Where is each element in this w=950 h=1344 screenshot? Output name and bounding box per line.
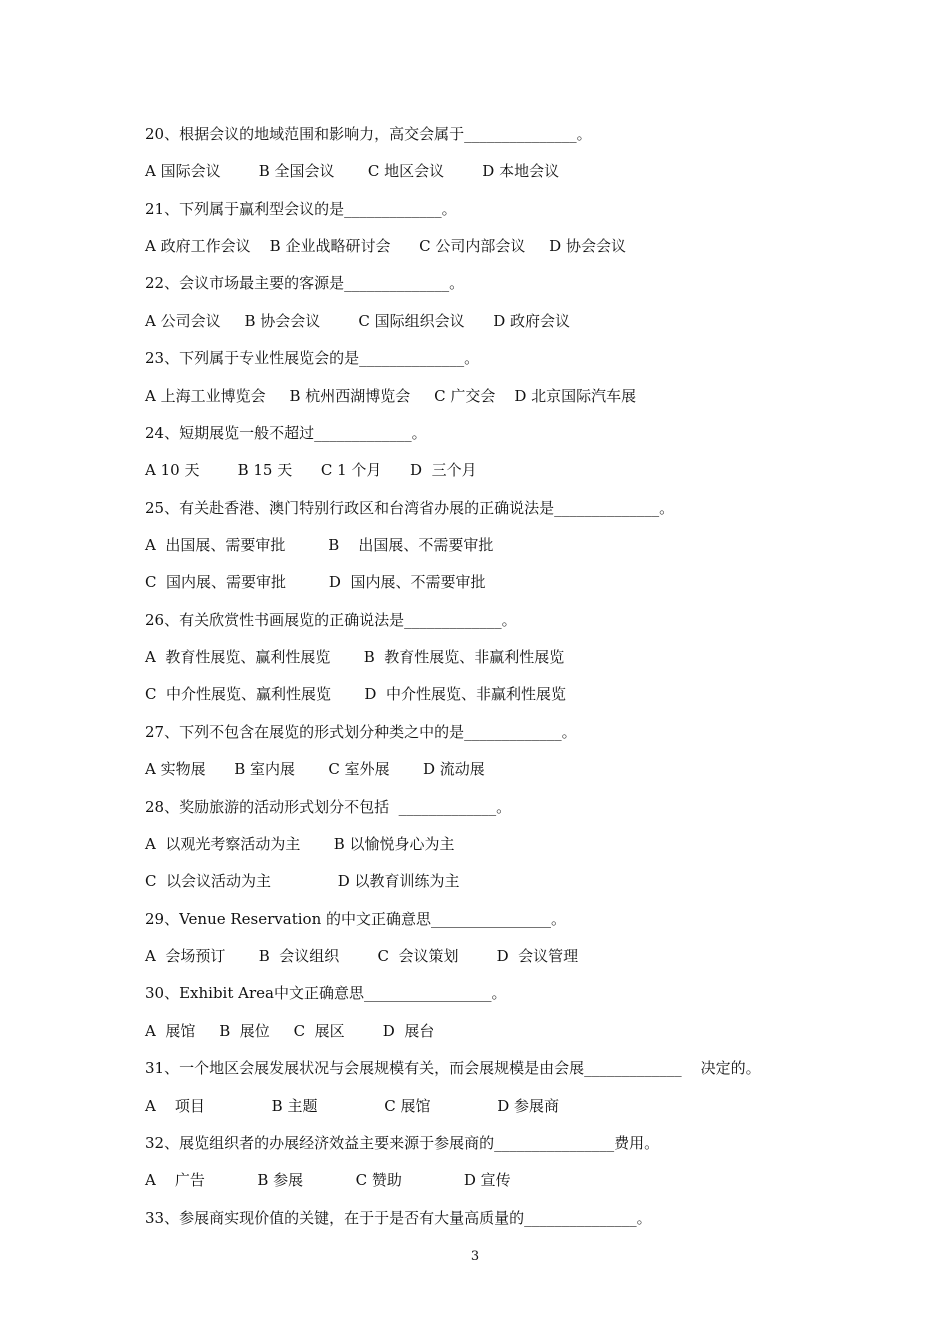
- question-26-options-cd: C 中介性展览、赢利性展览 D 中介性展览、非赢利性展览: [145, 685, 566, 703]
- question-28-options-cd: C 以会议活动为主 D 以教育训练为主: [145, 872, 460, 890]
- question-26-options-ab: A 教育性展览、赢利性展览 B 教育性展览、非赢利性展览: [145, 648, 565, 666]
- question-30-options: A 展馆 B 展位 C 展区 D 展台: [145, 1022, 435, 1040]
- question-27: 27、下列不包含在展览的形式划分种类之中的是_____________。: [145, 723, 577, 741]
- question-24: 24、短期展览一般不超过_____________。: [145, 424, 427, 442]
- question-25: 25、有关赴香港、澳门特别行政区和台湾省办展的正确说法是______________。: [145, 499, 675, 517]
- question-20: 20、根据会议的地域范围和影响力，高交会属于_______________。: [145, 125, 592, 143]
- question-33: 33、参展商实现价值的关键，在于于是否有大量高质量的_______________。: [145, 1209, 652, 1227]
- question-29-options: A 会场预订 B 会议组织 C 会议策划 D 会议管理: [145, 947, 579, 965]
- question-21: 21、下列属于赢利型会议的是_____________。: [145, 200, 457, 218]
- question-23: 23、下列属于专业性展览会的是______________。: [145, 349, 480, 367]
- question-24-options: A 10 天 B 15 天 C 1 个月 D 三个月: [145, 461, 477, 479]
- question-32: 32、展览组织者的办展经济效益主要来源于参展商的________________费用。: [145, 1134, 660, 1152]
- question-22: 22、会议市场最主要的客源是______________。: [145, 274, 465, 292]
- question-31: 31、一个地区会展发展状况与会展规模有关，而会展规模是由会展_____________ 决定的。: [145, 1059, 761, 1077]
- question-31-options: A 项目 B 主题 C 展馆 D 参展商: [145, 1097, 559, 1115]
- question-32-options: A 广告 B 参展 C 赞助 D 宣传: [145, 1171, 511, 1189]
- question-28: 28、奖励旅游的活动形式划分不包括 _____________。: [145, 798, 512, 816]
- question-30: 30、Exhibit Area中文正确意思_________________。: [145, 984, 507, 1002]
- question-25-options-cd: C 国内展、需要审批 D 国内展、不需要审批: [145, 573, 486, 591]
- question-20-options: A 国际会议 B 全国会议 C 地区会议 D 本地会议: [145, 162, 560, 180]
- question-29: 29、Venue Reservation 的中文正确意思________________。: [145, 910, 567, 928]
- question-23-options: A 上海工业博览会 B 杭州西湖博览会 C 广交会 D 北京国际汽车展: [145, 387, 637, 405]
- question-27-options: A 实物展 B 室内展 C 室外展 D 流动展: [145, 760, 485, 778]
- question-22-options: A 公司会议 B 协会会议 C 国际组织会议 D 政府会议: [145, 312, 571, 330]
- question-28-options-ab: A 以观光考察活动为主 B 以愉悦身心为主: [145, 835, 455, 853]
- page-number: 3: [470, 1249, 480, 1264]
- question-25-options-ab: A 出国展、需要审批 B 出国展、不需要审批: [145, 536, 494, 554]
- question-26: 26、有关欣赏性书画展览的正确说法是_____________。: [145, 611, 517, 629]
- question-21-options: A 政府工作会议 B 企业战略研讨会 C 公司内部会议 D 协会会议: [145, 237, 626, 255]
